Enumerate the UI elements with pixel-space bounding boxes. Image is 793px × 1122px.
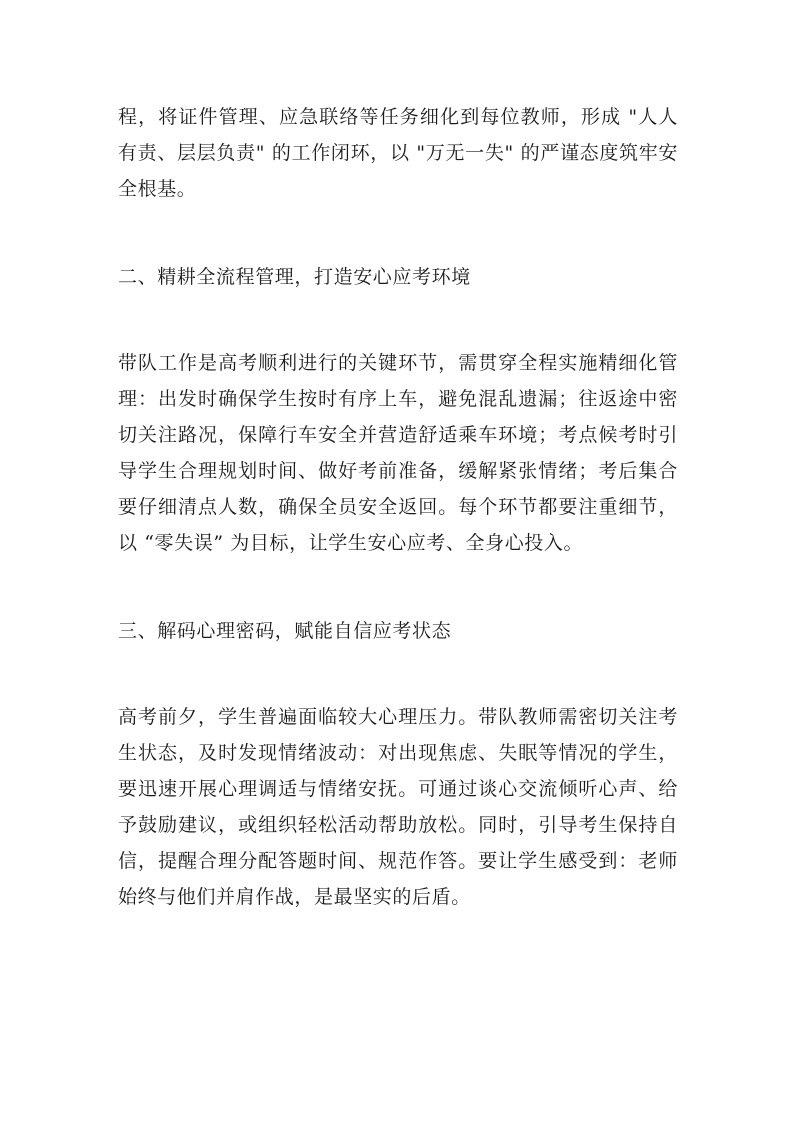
paragraph-psychology: 高考前夕，学生普遍面临较大心理压力。带队教师需密切关注考生状态，及时发现情绪波动：对出现焦虑、失眠等情况的学生，要迅速开展心理调适与情绪安抚。可通过谈心交流倾听心声、给予鼓励建议，或组织轻松活动帮助放松。同时，引导考生保持自信，提醒合理分配答题时间、规范作答。要让学生感受到：老师始终与他们并肩作战，是最坚实的后盾。 [118, 706, 678, 908]
document-body [118, 99, 678, 915]
section-heading-3: 三、解码心理密码，赋能自信应考状态 [118, 620, 452, 642]
paragraph-escort-management: 带队工作是高考顺利进行的关键环节，需贯穿全程实施精细化管理：出发时确保学生按时有序上车，避免混乱遗漏；往返途中密切关注路况，保障行车安全并营造舒适乘车环境；考点候考时引导学生合理规划时间、做好考前准备，缓解紧张情绪；考后集合要仔细清点人数，确保全员安全返回。每个环节都要注重细节，以 “零失误” 为目标，让学生安心应考、全身心投入。 [118, 352, 678, 554]
paragraph-continuation: 程，将证件管理、应急联络等任务细化到每位教师，形成 "人人有责、层层负责" 的工作闭环，以 "万无一失" 的严谨态度筑牢安全根基。 [118, 106, 678, 200]
section-heading-2: 二、精耕全流程管理，打造安心应考环境 [118, 266, 471, 288]
